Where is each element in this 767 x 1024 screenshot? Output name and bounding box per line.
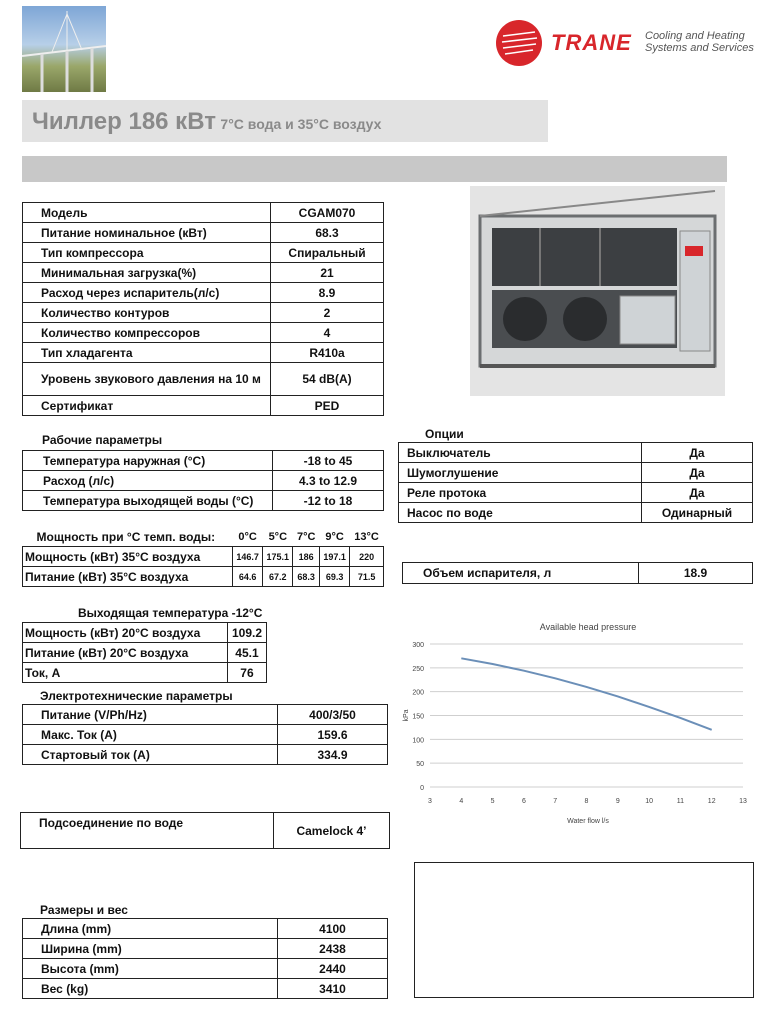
operating-row	[23, 451, 384, 471]
chart-x-tick: 6	[521, 798, 526, 805]
spec-value: 68.3	[271, 223, 384, 243]
evaporator-label: Объем испарителя, л	[403, 563, 639, 584]
capacity-value: 146.7	[233, 547, 263, 567]
spec-row	[23, 396, 384, 416]
electrical-value: 334.9	[278, 745, 388, 765]
capacity-value: 186	[293, 547, 320, 567]
capacity-temp-header: 13°C	[354, 530, 379, 543]
chart-x-tick: 3	[428, 798, 432, 805]
capacity-temp-header: 5°C	[268, 530, 288, 543]
chart-y-label: kPa	[403, 709, 410, 722]
title-main: Чиллер 186 кВт	[32, 108, 216, 135]
spec-row	[23, 343, 384, 363]
leaving-value: 45.1	[227, 643, 266, 663]
chart-series-line	[461, 658, 711, 730]
dimensions-row	[23, 979, 388, 999]
dimensions-label: Длина (mm)	[23, 919, 278, 939]
spec-value: 2	[271, 303, 384, 323]
trane-brand: TRANE	[551, 30, 632, 55]
capacity-value: 175.1	[263, 547, 293, 567]
title-sub: 7°C вода и 35°C воздух	[220, 116, 382, 132]
spec-row	[23, 303, 384, 323]
capacity-label: Питание (кВт) 35°C воздуха	[23, 567, 233, 587]
dimensions-row	[23, 959, 388, 979]
capacity-temp-header: 9°C	[325, 530, 344, 543]
spec-value: 54 dB(A)	[271, 363, 384, 396]
spec-value: PED	[271, 396, 384, 416]
spec-row	[23, 223, 384, 243]
leaving-table	[22, 622, 267, 683]
options-value: Да	[642, 483, 753, 503]
operating-row	[23, 471, 384, 491]
chart-y-tick: 300	[412, 642, 424, 649]
chart-y-tick: 250	[412, 665, 424, 673]
options-label: Насос по воде	[399, 503, 642, 523]
capacity-header-row	[23, 527, 384, 547]
electrical-title: Электротехнические параметры	[40, 689, 233, 703]
spec-row	[23, 363, 384, 396]
chart-x-tick: 12	[707, 798, 716, 805]
capacity-temp-header: 7°C	[296, 530, 316, 543]
capacity-temp-header: 0°C	[238, 530, 257, 543]
options-label: Шумоглушение	[399, 463, 642, 483]
electrical-table	[22, 704, 388, 765]
capacity-row	[23, 567, 384, 587]
page-title	[32, 108, 381, 136]
operating-label: Температура выходящей воды (°C)	[23, 491, 273, 511]
electrical-value: 159.6	[278, 725, 388, 745]
chart-y-tick: 150	[412, 713, 424, 721]
options-label: Реле протока	[399, 483, 642, 503]
dimensions-label: Вес (kg)	[23, 979, 278, 999]
chart-x-tick: 4	[459, 798, 464, 805]
spec-value: CGAM070	[271, 203, 384, 223]
operating-label: Расход (л/с)	[23, 471, 273, 491]
leaving-label: Мощность (кВт) 20°C воздуха	[23, 623, 228, 643]
chart-x-tick: 11	[676, 798, 685, 805]
spec-label: Тип компрессора	[23, 243, 271, 263]
electrical-label: Макс. Ток (А)	[23, 725, 278, 745]
options-row	[399, 443, 753, 463]
capacity-label: Мощность (кВт) 35°C воздуха	[23, 547, 233, 567]
spec-value: 4	[271, 323, 384, 343]
chiller-photo	[470, 186, 725, 396]
operating-value: -18 to 45	[273, 451, 384, 471]
operating-row	[23, 491, 384, 511]
dimensions-row	[23, 919, 388, 939]
capacity-value: 71.5	[350, 567, 384, 587]
trane-tagline-2: Systems and Services	[645, 42, 754, 54]
leaving-row	[23, 643, 267, 663]
capacity-title: Мощность при °C темп. воды:	[36, 529, 216, 544]
electrical-label: Питание (V/Ph/Hz)	[23, 705, 278, 725]
trane-logo	[495, 18, 755, 68]
header-photo-bridge	[22, 6, 106, 92]
operating-value: 4.3 to 12.9	[273, 471, 384, 491]
leaving-title: Выходящая температура -12°C	[78, 606, 263, 620]
chart-x-tick: 5	[490, 798, 495, 805]
electrical-row	[23, 705, 388, 725]
options-value: Одинарный	[642, 503, 753, 523]
spec-row	[23, 203, 384, 223]
specs-table	[22, 202, 384, 416]
capacity-value: 220	[350, 547, 384, 567]
chart-y-tick: 50	[416, 761, 424, 769]
dimensions-label: Высота (mm)	[23, 959, 278, 979]
dimensions-value: 2438	[278, 939, 388, 959]
spec-label: Минимальная загрузка(%)	[23, 263, 271, 283]
trane-logo-circle-icon	[495, 18, 545, 68]
spec-value: 21	[271, 263, 384, 283]
chart-x-tick: 8	[584, 798, 589, 805]
capacity-row	[23, 547, 384, 567]
chiller-unit-icon	[470, 186, 725, 396]
evaporator-value: 18.9	[639, 563, 753, 584]
divider-bar	[22, 156, 727, 182]
trane-tagline-1: Cooling and Heating	[645, 30, 745, 42]
chart-x-tick: 13	[739, 798, 747, 805]
dimensions-value: 4100	[278, 919, 388, 939]
options-value: Да	[642, 463, 753, 483]
water-connection-value: Camelock 4’	[274, 813, 390, 849]
spec-label: Уровень звукового давления на 10 м	[23, 363, 271, 396]
dimensions-value: 2440	[278, 959, 388, 979]
chart-x-tick: 7	[553, 798, 558, 805]
chart-title: Available head pressure	[539, 622, 637, 632]
spec-label: Количество контуров	[23, 303, 271, 323]
capacity-table	[22, 527, 384, 587]
options-table	[398, 442, 753, 523]
options-row	[399, 463, 753, 483]
water-connection-table	[20, 812, 390, 849]
options-value: Да	[642, 443, 753, 463]
dimensions-table	[22, 918, 388, 999]
capacity-value: 68.3	[293, 567, 320, 587]
chart-y-tick: 200	[412, 689, 424, 697]
leaving-value: 76	[227, 663, 266, 683]
chart-x-tick: 9	[615, 798, 620, 805]
chart-y-tick: 100	[412, 737, 424, 745]
options-label: Выключатель	[399, 443, 642, 463]
spec-label: Количество компрессоров	[23, 323, 271, 343]
options-row	[399, 503, 753, 523]
spec-label: Питание номинальное (кВт)	[23, 223, 271, 243]
options-title: Опции	[425, 427, 464, 441]
dimensions-title: Размеры и вес	[40, 903, 128, 917]
spec-label: Тип хладагента	[23, 343, 271, 363]
options-row	[399, 483, 753, 503]
capacity-value: 64.6	[233, 567, 263, 587]
spec-row	[23, 243, 384, 263]
head-pressure-chart	[398, 612, 758, 832]
dimensions-label: Ширина (mm)	[23, 939, 278, 959]
operating-title: Рабочие параметры	[42, 433, 163, 447]
electrical-row	[23, 745, 388, 765]
capacity-value: 69.3	[319, 567, 349, 587]
spec-row	[23, 263, 384, 283]
leaving-row	[23, 623, 267, 643]
spec-row	[23, 323, 384, 343]
operating-label: Температура наружная (°C)	[23, 451, 273, 471]
operating-table	[22, 450, 384, 511]
electrical-row	[23, 725, 388, 745]
leaving-row	[23, 663, 267, 683]
electrical-label: Стартовый ток (А)	[23, 745, 278, 765]
empty-frame	[414, 862, 754, 998]
spec-label: Сертификат	[23, 396, 271, 416]
dimensions-row	[23, 939, 388, 959]
water-connection-label: Подсоединение по воде	[21, 813, 274, 849]
spec-value: 8.9	[271, 283, 384, 303]
operating-value: -12 to 18	[273, 491, 384, 511]
electrical-value: 400/3/50	[278, 705, 388, 725]
bridge-icon	[22, 6, 106, 92]
capacity-value: 197.1	[319, 547, 349, 567]
capacity-value: 67.2	[263, 567, 293, 587]
leaving-value: 109.2	[227, 623, 266, 643]
chart-x-tick: 10	[645, 798, 653, 805]
chart-y-tick: 0	[420, 785, 424, 792]
chart-canvas	[398, 612, 758, 832]
spec-row	[23, 283, 384, 303]
evaporator-table	[402, 562, 753, 584]
spec-label: Модель	[23, 203, 271, 223]
spec-label: Расход через испаритель(л/с)	[23, 283, 271, 303]
chart-x-label: Water flow l/s	[567, 818, 609, 825]
spec-value: R410a	[271, 343, 384, 363]
dimensions-value: 3410	[278, 979, 388, 999]
spec-value: Спиральный	[271, 243, 384, 263]
leaving-label: Ток, А	[23, 663, 228, 683]
leaving-label: Питание (кВт) 20°C воздуха	[23, 643, 228, 663]
